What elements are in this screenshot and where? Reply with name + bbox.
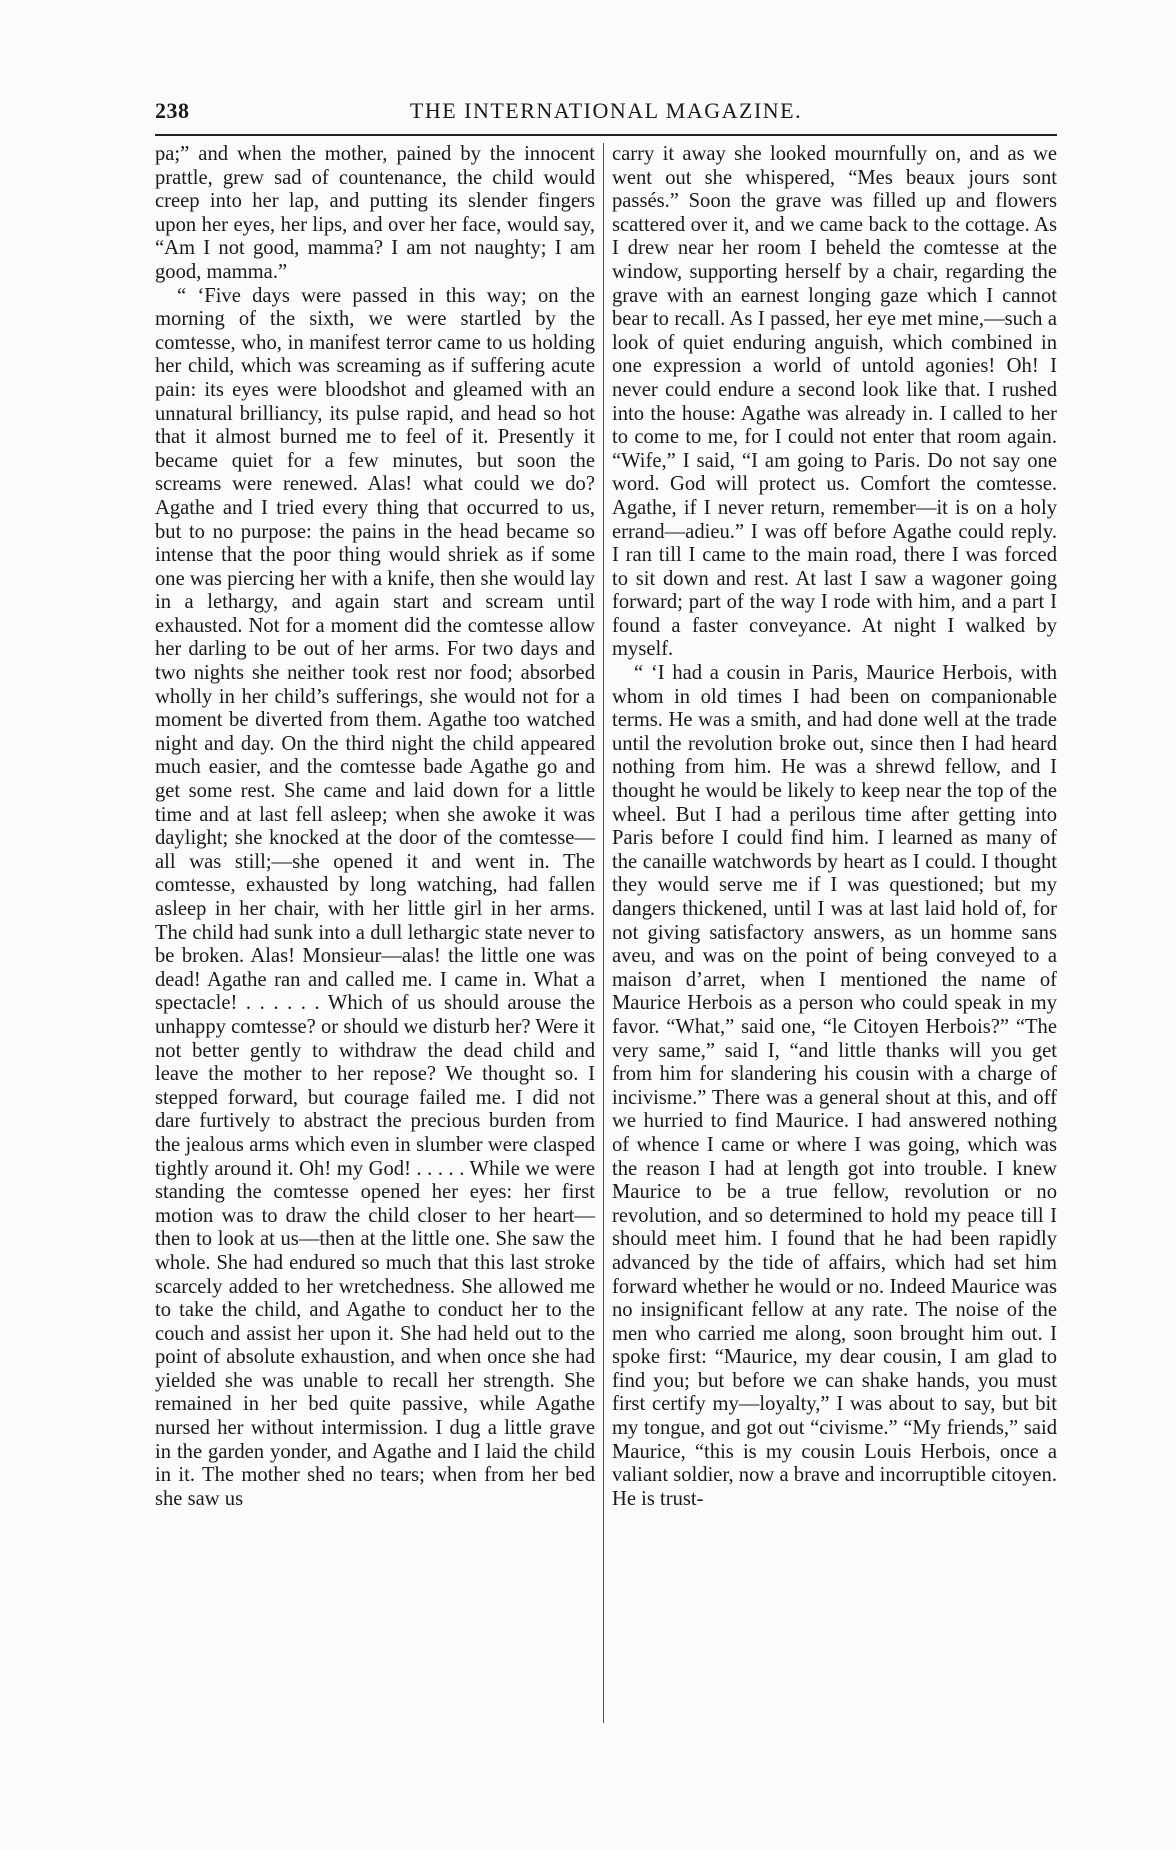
right-column (612, 143, 1057, 1511)
left-column (155, 143, 595, 1511)
column-divider (603, 143, 604, 1723)
page-header (155, 98, 1057, 130)
left-paragraph-2: “ ‘Five days were passed in this way; on the morning of the sixth, we were startled by the comtesse, who, in manifest terror came to us holding her child, which was screaming as if suffering acute pain: its eyes were bloodshot and gleamed with an unnatural brilliancy, its pulse rapid, and head so hot that it almost burned me to feel of it. Presently it became quiet for a few minutes, but soon the screams were renewed. Alas! what could we do? Agathe and I tried every thing that occurred to us, but to no purpose: the pains in the head became so intense that the poor thing would shriek as if some one was piercing her with a knife, then she would lay in a lethargy, and again start and scream until exhausted. Not for a moment did the comtesse allow her darling to be out of her arms. For two days and two nights she neither took rest nor food; absorbed wholly in her child’s sufferings, she would not for a moment be diverted from them. Agathe too watched night and day. On the third night the child appeared much easier, and the comtesse bade Agathe go and get some rest. She came and laid down for a little time and at last fell asleep; when she awoke it was daylight; she knocked at the door of the comtesse—all was still;—she opened it and went in. The comtesse, exhausted by long watching, had fallen asleep in her chair, with her little girl in her arms. The child had sunk into a dull lethargic state never to be broken. Alas! Monsieur—alas! the little one was dead! Agathe ran and called me. I came in. What a spectacle! . . . . . . Which of us should arouse the unhappy comtesse? or should we disturb her? Were it not better gently to withdraw the dead child and leave the mother to her repose? We thought so. I stepped forward, but courage failed me. I did not dare furtively to abstract the precious burden from the jealous arms which even in slumber were clasped tightly around it. Oh! my God! . . . . . While we were standing the comtesse opened her eyes: her first motion was to draw the child closer to her heart—then to look at us—then at the little one. She saw the whole. She had endured so much that this last stroke scarcely added to her wretchedness. She allowed me to take the child, and Agathe to conduct her to the couch and assist her upon it. She had held out to the point of absolute exhaustion, and when once she had yielded she was unable to recall her strength. She remained in her bed quite passive, while Agathe nursed her without intermission. I dug a little grave in the garden yonder, and Agathe and I laid the child in it. The mother shed no tears; when from her bed she saw us (155, 284, 595, 1510)
header-rule (155, 134, 1057, 136)
running-title: THE INTERNATIONAL MAGAZINE. (409, 98, 803, 123)
right-paragraph-1: carry it away she looked mournfully on, and as we went out she whispered, “Mes beaux jours sont passés.” Soon the grave was filled up and flowers scattered over it, and we came back to the cottage. As I drew near her room I beheld the comtesse at the window, supporting herself by a chair, regarding the grave with an earnest longing gaze which I cannot bear to recall. As I passed, her eye met mine,—such a look of quiet enduring anguish, which combined in one expression a world of untold agonies! Oh! I never could endure a second look like that. I rushed into the house: Agathe was already in. I called to her to come to me, for I could not enter that room again. “Wife,” I said, “I am going to Paris. Do not say one word. God will protect us. Comfort the comtesse. Agathe, if I never return, remember—it is on a holy errand—adieu.” I was off before Agathe could reply. I ran till I came to the main road, there I was forced to sit down and rest. At last I saw a wagoner going forward; part of the way I rode with him, and a part I found a faster conveyance. At night I walked by myself. (612, 143, 1057, 661)
left-paragraph-1: pa;” and when the mother, pained by the innocent prattle, grew sad of countenance, the child would creep into her lap, and putting its slender fingers upon her eyes, her lips, and over her face, would say, “Am I not good, mamma? I am not naughty; I am good, mamma.” (155, 143, 595, 283)
right-paragraph-2: “ ‘I had a cousin in Paris, Maurice Herbois, with whom in old times I had been on companionable terms. He was a smith, and had done well at the trade until the revolution broke out, since then I had heard nothing from him. He was a shrewd fellow, and I thought he would be likely to keep near the top of the wheel. But I had a perilous time after getting into Paris before I could find him. I learned as many of the canaille watchwords by heart as I could. I thought they would serve me if I was questioned; but my dangers thickened, until I was at last laid hold of, for not giving satisfactory answers, as un homme sans aveu, and was on the point of being conveyed to a maison d’arret, when I mentioned the name of Maurice Herbois as a person who could speak in my favor. “What,” said one, “le Citoyen Herbois?” “The very same,” said I, “and little thanks will you get from him for slandering his cousin with a charge of incivisme.” There was a general shout at this, and off we hurried to find Maurice. I had answered nothing of whence I came or where I was going, which was the reason I had at length got into trouble. I knew Maurice to be a true fellow, revolution or no revolution, and so determined to hold my peace till I should meet him. I found that he had been rapidly advanced by the tide of affairs, which had set him forward whether he would or no. Indeed Maurice was no insignificant fellow at any rate. The noise of the men who carried me along, soon brought him out. I spoke first: “Maurice, my dear cousin, I am glad to find you; but before we can shake hands, you must first certify my—loyalty,” I was about to say, but bit my tongue, and got out “civisme.” “My friends,” said Maurice, “this is my cousin Louis Herbois, once a valiant soldier, now a brave and incorruptible citoyen. He is trust- (612, 662, 1057, 1510)
page-number: 238 (155, 98, 190, 123)
